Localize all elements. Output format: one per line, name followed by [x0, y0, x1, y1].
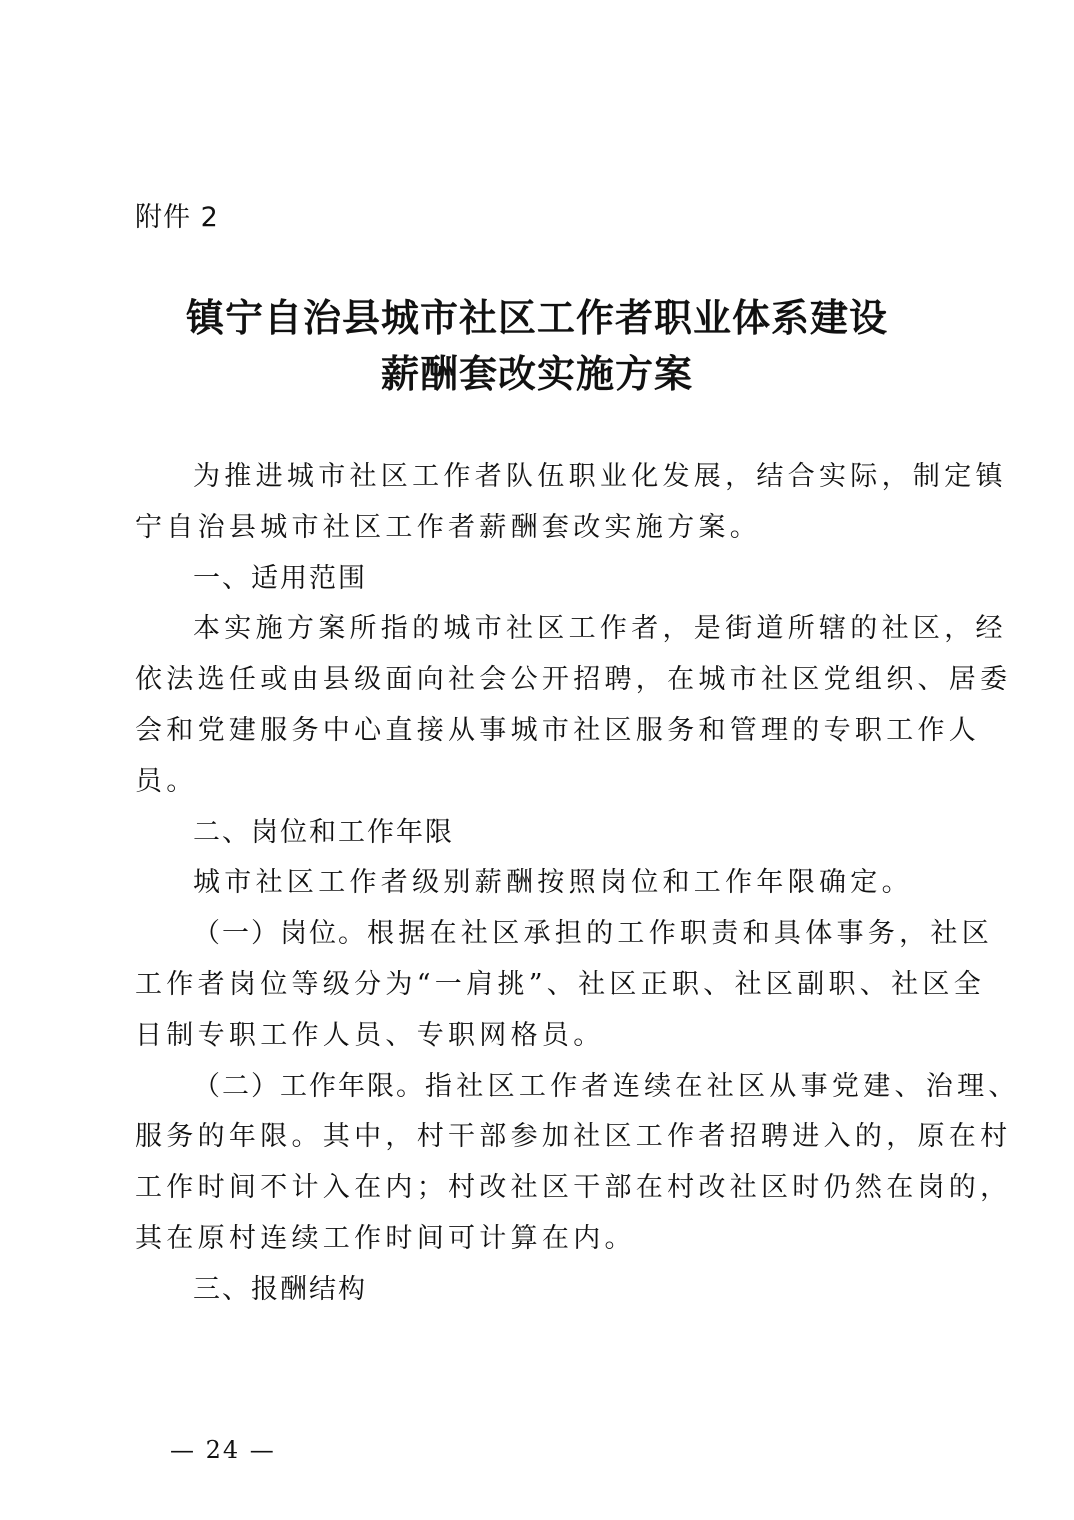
scope-paragraph-line: 依法选任或由县级面向社会公开招聘，在城市社区党组织、居委 — [135, 664, 1012, 696]
scope-paragraph-line: 本实施方案所指的城市社区工作者，是街道所辖的社区，经 — [193, 613, 1007, 645]
position-paragraph-line: 城市社区工作者级别薪酬按照岗位和工作年限确定。 — [193, 867, 913, 899]
scope-paragraph-line: 员。 — [135, 765, 198, 797]
subsection-years-line: 其在原村连续工作时间可计算在内。 — [135, 1222, 636, 1254]
document-title-line-1: 镇宁自治县城市社区工作者职业体系建设 — [185, 295, 888, 340]
subsection-years-line: 服务的年限。其中，村干部参加社区工作者招聘进入的，原在村 — [135, 1121, 1012, 1153]
subsection-position-line: 工作者岗位等级分为“一肩挑”、社区正职、社区副职、社区全 — [135, 968, 986, 1000]
section-heading-pay-structure: 三、报酬结构 — [193, 1273, 367, 1305]
subsection-position-line: 日制专职工作人员、专职网格员。 — [135, 1019, 605, 1051]
subsection-years-line — [135, 1062, 1020, 1113]
scope-paragraph-line: 会和党建服务中心直接从事城市社区服务和管理的专职工作人 — [135, 714, 981, 746]
section-heading-scope: 一、适用范围 — [193, 562, 367, 594]
subsection-text: 指社区工作者连续在社区从事党建、治理、 — [425, 1070, 1020, 1102]
subsection-label-years: （二）工作年限。 — [193, 1070, 425, 1102]
document-title-line-2: 薪酬套改实施方案 — [380, 351, 693, 396]
page-number: — 24 — — [170, 1436, 276, 1464]
section-heading-position-years: 二、岗位和工作年限 — [193, 816, 454, 848]
subsection-position-line — [135, 909, 993, 960]
subsection-label-position: （一）岗位。 — [193, 918, 367, 950]
document-body — [135, 452, 1020, 1316]
intro-paragraph-line: 为推进城市社区工作者队伍职业化发展，结合实际，制定镇 — [193, 461, 1007, 492]
intro-paragraph-line: 宁自治县城市社区工作者薪酬套改实施方案。 — [135, 511, 761, 543]
subsection-years-line: 工作时间不计入在内；村改社区干部在村改社区时仍然在岗的， — [135, 1172, 1012, 1204]
attachment-label: 附件 2 — [135, 202, 219, 233]
subsection-text: 根据在社区承担的工作职责和具体事务，社区 — [367, 918, 993, 950]
